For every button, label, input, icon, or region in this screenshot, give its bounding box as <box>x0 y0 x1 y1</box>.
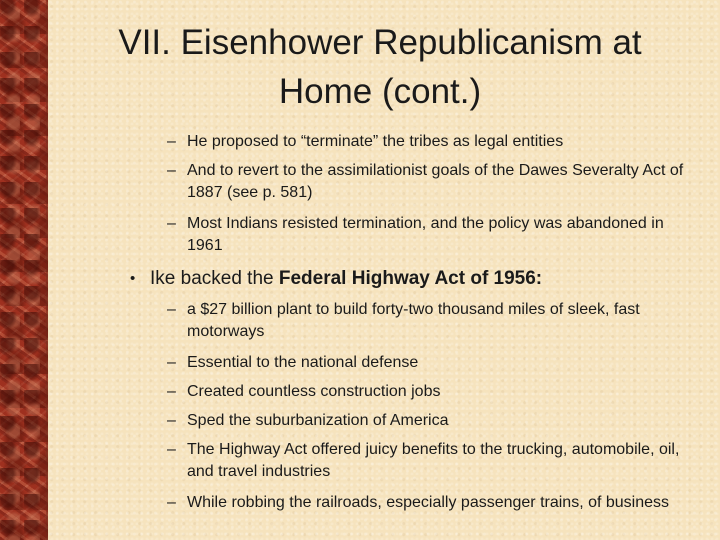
title-line-2: Home (cont.) <box>278 72 482 111</box>
list-item <box>167 299 697 343</box>
dash-marker: – <box>167 301 176 318</box>
title-line-1: VII. Eisenhower Republicanism at <box>118 23 642 62</box>
list-item-text: Created countless construction jobs <box>187 383 441 400</box>
list-item-text: The Highway Act offered juicy benefits to the trucking, automobile, oil, and travel industries <box>187 441 680 480</box>
main-bullet-prefix: Ike backed the <box>150 268 279 289</box>
dash-marker: – <box>167 383 176 400</box>
bullet-marker: • <box>130 270 136 287</box>
list-item <box>167 492 697 514</box>
decorative-border <box>0 0 48 540</box>
slide-title <box>60 18 700 116</box>
list-item <box>167 439 697 483</box>
list-item <box>167 131 697 153</box>
dash-marker: – <box>167 133 176 150</box>
dash-marker: – <box>167 441 176 458</box>
main-bullet-bold: Federal Highway Act of 1956: <box>278 268 543 289</box>
list-item <box>167 381 697 403</box>
dash-marker: – <box>167 354 176 371</box>
list-item-text: Most Indians resisted termination, and the policy was abandoned in 1961 <box>187 215 664 254</box>
list-item-text: And to revert to the assimilationist goals of the Dawes Severalty Act of 1887 (see p. 581) <box>187 162 684 201</box>
list-item-text: Sped the suburbanization of America <box>187 412 449 429</box>
list-item-text: a $27 billion plant to build forty-two thousand miles of sleek, fast motorways <box>187 301 640 340</box>
list-item-text: He proposed to “terminate” the tribes as legal entities <box>187 133 564 150</box>
dash-marker: – <box>167 215 176 232</box>
list-item <box>167 410 697 432</box>
list-item-text: Essential to the national defense <box>187 354 419 371</box>
dash-marker: – <box>167 494 176 511</box>
dash-marker: – <box>167 412 176 429</box>
main-bullet-text <box>150 267 700 291</box>
list-item <box>167 213 697 257</box>
list-item-text: While robbing the railroads, especially passenger trains, of business <box>187 494 670 511</box>
dash-marker: – <box>167 162 176 179</box>
list-item <box>167 160 697 204</box>
main-bullet <box>130 267 700 291</box>
list-item <box>167 352 697 374</box>
